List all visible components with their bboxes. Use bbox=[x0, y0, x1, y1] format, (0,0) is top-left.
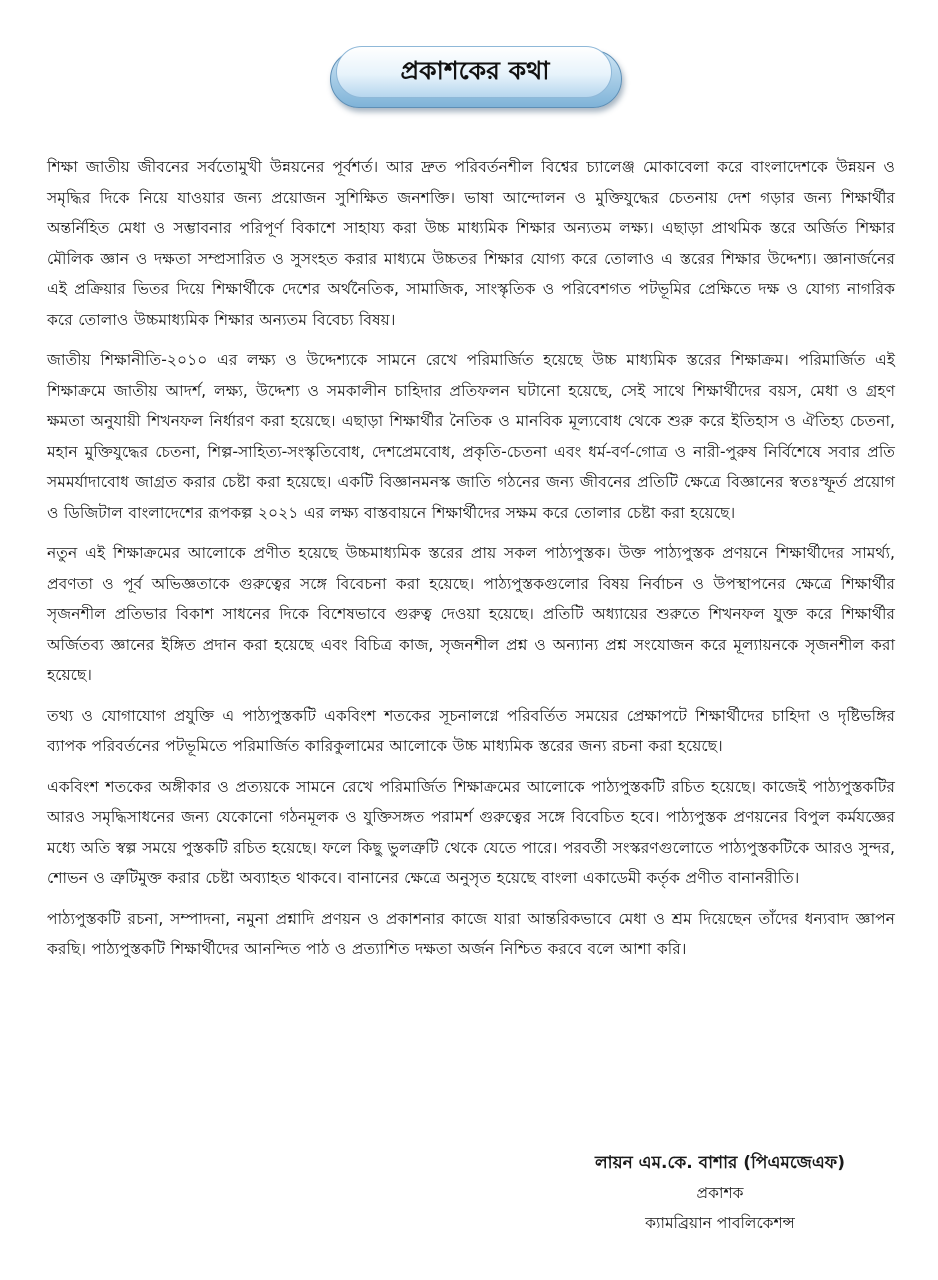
paragraph-4: তথ্য ও যোগাযোগ প্রযুক্তি এ পাঠ্যপুস্তকটি একবিংশ শতকের সূচনালগ্নে পরিবর্তিত সময়ের প্রেক্ষাপটে শিক্ষার্থীদের চাহিদা ও দৃষ্টিভঙ্গির ব্যাপক পরিবর্তনের পটভূমিতে পরিমার্জিত কারিকুলামের আলোকে উচ্চ মাধ্যমিক স্তরের জন্য রচনা করা হয়েছে। bbox=[47, 706, 895, 755]
body-text bbox=[47, 152, 895, 975]
page-title: প্রকাশকের কথা bbox=[400, 56, 550, 85]
signatory-role: প্রকাশক bbox=[696, 1184, 744, 1202]
paragraph-5: একবিংশ শতকের অঙ্গীকার ও প্রত্যয়কে সামনে রেখে পরিমার্জিত শিক্ষাক্রমের আলোকে পাঠ্যপুস্তকটি রচিত হয়েছে। কাজেই পাঠ্যপুস্তকটির আরও সমৃদ্ধিসাধনের জন্য যেকোনো গঠনমূলক ও যুক্তিসঙ্গত পরামর্শ গুরুত্বের সঙ্গে বিবেচিত হবে। পাঠ্যপুস্তক প্রণয়নের বিপুল কর্মযজ্ঞের মধ্যে অতি স্বল্প সময়ে পুস্তকটি রচিত হয়েছে। ফলে কিছু ভুলত্রুটি থেকে যেতে পারে। পরবর্তী সংস্করণগুলোতে পাঠ্যপুস্তকটিকে আরও সুন্দর, শোভন ও ত্রুটিমুক্ত করার চেষ্টা অব্যাহত থাকবে। বানানের ক্ষেত্রে অনুসৃত হয়েছে বাংলা একাডেমী কর্তৃক প্রণীত বানানরীতি। bbox=[47, 777, 895, 887]
paragraph-3: নতুন এই শিক্ষাক্রমের আলোকে প্রণীত হয়েছে উচ্চমাধ্যমিক স্তরের প্রায় সকল পাঠ্যপুস্তক। উক্ত পাঠ্যপুস্তক প্রণয়নে শিক্ষার্থীদের সামর্থ্য, প্রবণতা ও পূর্ব অভিজ্ঞতাকে গুরুত্বের সঙ্গে বিবেচনা করা হয়েছে। পাঠ্যপুস্তকগুলোর বিষয় নির্বাচন ও উপস্থাপনের ক্ষেত্রে শিক্ষার্থীর সৃজনশীল প্রতিভার বিকাশ সাধনের দিকে বিশেষভাবে গুরুত্ব দেওয়া হয়েছে। প্রতিটি অধ্যায়ের শুরুতে শিখনফল যুক্ত করে শিক্ষার্থীর অর্জিতব্য জ্ঞানের ইঙ্গিত প্রদান করা হয়েছে এবং বিচিত্র কাজ, সৃজনশীল প্রশ্ন ও অন্যান্য প্রশ্ন সংযোজন করে মূল্যায়নকে সৃজনশীল করা হয়েছে। bbox=[47, 544, 896, 684]
signature-block bbox=[540, 1148, 900, 1238]
publisher-name: ক্যামব্রিয়ান পাবলিকেশন্স bbox=[645, 1214, 795, 1232]
paragraph-6: পাঠ্যপুস্তকটি রচনা, সম্পাদনা, নমুনা প্রশ্নাদি প্রণয়ন ও প্রকাশনার কাজে যারা আন্তরিকভাবে মেধা ও শ্রম দিয়েছেন তাঁদের ধন্যবাদ জ্ঞাপন করছি। পাঠ্যপুস্তকটি শিক্ষার্থীদের আনন্দিত পাঠ ও প্রত্যাশিত দক্ষতা অর্জন নিশ্চিত করবে বলে আশা করি। bbox=[47, 909, 895, 958]
title-banner bbox=[330, 44, 620, 108]
paragraph-2: জাতীয় শিক্ষানীতি-২০১০ এর লক্ষ্য ও উদ্দেশ্যকে সামনে রেখে পরিমার্জিত হয়েছে উচ্চ মাধ্যমিক স্তরের শিক্ষাক্রম। পরিমার্জিত এই শিক্ষাক্রমে জাতীয় আদর্শ, লক্ষ্য, উদ্দেশ্য ও সমকালীন চাহিদার প্রতিফলন ঘটানো হয়েছে, সেই সাথে শিক্ষার্থীদের বয়স, মেধা ও গ্রহণ ক্ষমতা অনুযায়ী শিখনফল নির্ধারণ করা হয়েছে। এছাড়া শিক্ষার্থীর নৈতিক ও মানবিক মূল্যবোধ থেকে শুরু করে ইতিহাস ও ঐতিহ্য চেতনা, মহান মুক্তিযুদ্ধের চেতনা, শিল্প-সাহিত্য-সংস্কৃতিবোধ, দেশপ্রেমবোধ, প্রকৃতি-চেতনা এবং ধর্ম-বর্ণ-গোত্র ও নারী-পুরুষ নির্বিশেষে সবার প্রতি সমমর্যাদাবোধ জাগ্রত করার চেষ্টা করা হয়েছে। একটি বিজ্ঞানমনস্ক জাতি গঠনের জন্য জীবনের প্রতিটি ক্ষেত্রে বিজ্ঞানের স্বতঃস্ফূর্ত প্রয়োগ ও ডিজিটাল বাংলাদেশের রূপকল্প ২০২১ এর লক্ষ্য বাস্তবায়নে শিক্ষার্থীদের সক্ষম করে তোলার চেষ্টা করা হয়েছে। bbox=[47, 351, 895, 522]
signatory-name: লায়ন এম.কে. বাশার (পিএমজেএফ) bbox=[594, 1153, 846, 1173]
paragraph-1: শিক্ষা জাতীয় জীবনের সর্বতোমুখী উন্নয়নের পূর্বশর্ত। আর দ্রুত পরিবর্তনশীল বিশ্বের চ্যালেঞ্জ মোকাবেলা করে বাংলাদেশকে উন্নয়ন ও সমৃদ্ধির দিকে নিয়ে যাওয়ার জন্য প্রয়োজন সুশিক্ষিত জনশক্তি। ভাষা আন্দোলন ও মুক্তিযুদ্ধের চেতনায় দেশ গড়ার জন্য শিক্ষার্থীর অন্তর্নিহিত মেধা ও সম্ভাবনার পরিপূর্ণ বিকাশে সাহায্য করা উচ্চ মাধ্যমিক শিক্ষার অন্যতম লক্ষ্য। এছাড়া প্রাথমিক স্তরে অর্জিত শিক্ষার মৌলিক জ্ঞান ও দক্ষতা সম্প্রসারিত ও সুসংহত করার মাধ্যমে উচ্চতর শিক্ষার যোগ্য করে তোলাও এ স্তরের শিক্ষার উদ্দেশ্য। জ্ঞানার্জনের এই প্রক্রিয়ার ভিতর দিয়ে শিক্ষার্থীকে দেশের অর্থনৈতিক, সামাজিক, সাংস্কৃতিক ও পরিবেশগত পটভূমির প্রেক্ষিতে দক্ষ ও যোগ্য নাগরিক করে তোলাও উচ্চমাধ্যমিক শিক্ষার অন্যতম বিবেচ্য বিষয়। bbox=[47, 158, 895, 329]
